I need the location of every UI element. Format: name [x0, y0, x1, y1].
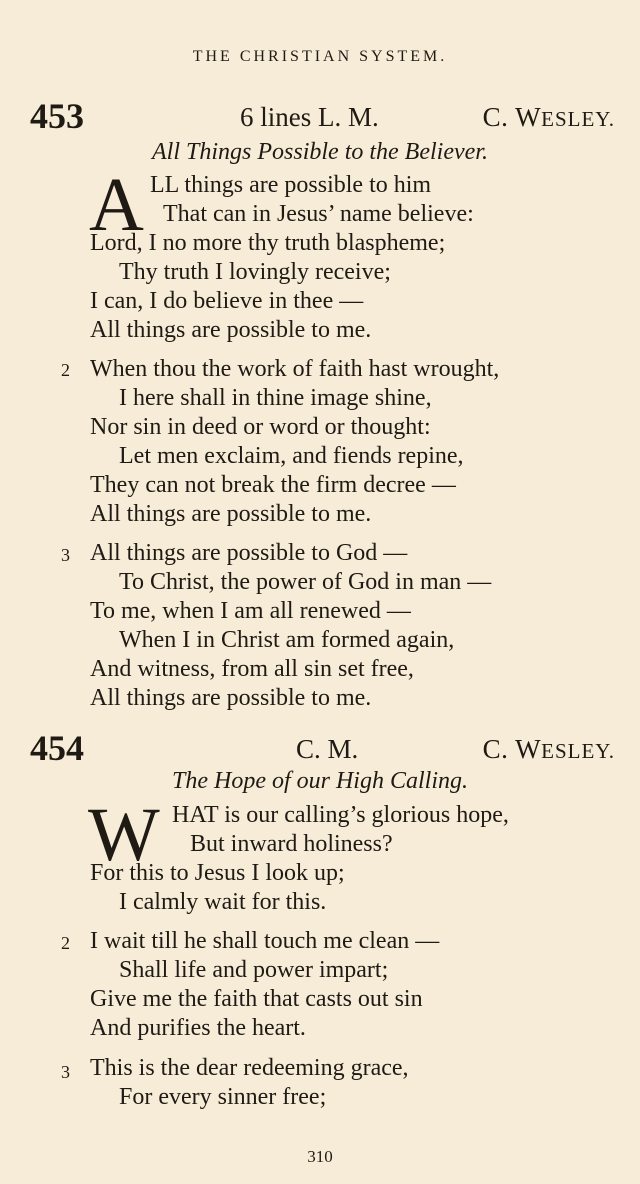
verse-line: When thou the work of faith hast wrought, [90, 356, 500, 382]
hymn-author [483, 102, 615, 134]
hymn-title: All Things Possible to the Believer. [152, 139, 488, 165]
drop-cap: W [88, 793, 160, 877]
verse-line: And purifies the heart. [90, 1015, 306, 1041]
author-initial: C. W [482, 102, 542, 132]
verse-line: That can in Jesus’ name believe: [163, 201, 474, 227]
hymn-author [483, 734, 615, 766]
drop-cap: A [89, 163, 144, 247]
verse-line: To me, when I am all renewed — [90, 598, 411, 624]
verse-line: I here shall in thine image shine, [119, 385, 432, 411]
hymn-453-header [30, 96, 615, 140]
verse-line: Lord, I no more thy truth blaspheme; [90, 230, 446, 256]
hymn-number: 453 [30, 96, 84, 136]
verse-line: But inward holiness? [190, 831, 393, 857]
verse-line: HAT is our calling’s glorious hope, [172, 802, 509, 828]
verse-line: For this to Jesus I look up; [90, 860, 345, 886]
author-surname: ESLEY. [541, 739, 615, 763]
verse-line: All things are possible to me. [90, 685, 372, 711]
author-initial: C. W [482, 734, 542, 764]
page-number: 310 [307, 1147, 333, 1166]
hymn-title: The Hope of our High Calling. [171, 768, 468, 794]
hymn-meter: 6 lines L. M. [240, 102, 379, 132]
verse-line: I calmly wait for this. [119, 889, 327, 915]
verse-line: Give me the faith that casts out sin [90, 986, 423, 1012]
hymn-number: 454 [30, 728, 84, 768]
verse-line: Thy truth I lovingly receive; [119, 259, 391, 285]
verse-line: All things are possible to God — [90, 540, 408, 566]
verse-number: 3 [61, 1062, 70, 1082]
verse-line: They can not break the firm decree — [90, 472, 456, 498]
verse-line: To Christ, the power of God in man — [119, 569, 492, 595]
verse-line: I can, I do believe in thee — [90, 288, 364, 314]
verse-line: For every sinner free; [119, 1084, 327, 1110]
author-surname: ESLEY. [541, 107, 615, 131]
verse-line: And witness, from all sin set free, [90, 656, 414, 682]
verse-line: This is the dear redeeming grace, [90, 1055, 409, 1081]
hymn-454-header [30, 728, 615, 772]
verse-line: I wait till he shall touch me clean — [90, 928, 440, 954]
verse-line: Nor sin in deed or word or thought: [90, 414, 431, 440]
running-head: THE CHRISTIAN SYSTEM. [192, 48, 448, 65]
hymn-meter: C. M. [296, 734, 359, 764]
verse-number: 3 [61, 545, 70, 565]
verse-line: LL things are possible to him [150, 172, 432, 198]
verse-line: All things are possible to me. [90, 317, 372, 343]
verse-line: Shall life and power impart; [119, 957, 389, 983]
verse-line: When I in Christ am formed again, [119, 627, 455, 653]
verse-line: All things are possible to me. [90, 501, 372, 527]
verse-number: 2 [61, 933, 70, 953]
verse-line: Let men exclaim, and fiends repine, [119, 443, 464, 469]
verse-number: 2 [61, 360, 70, 380]
